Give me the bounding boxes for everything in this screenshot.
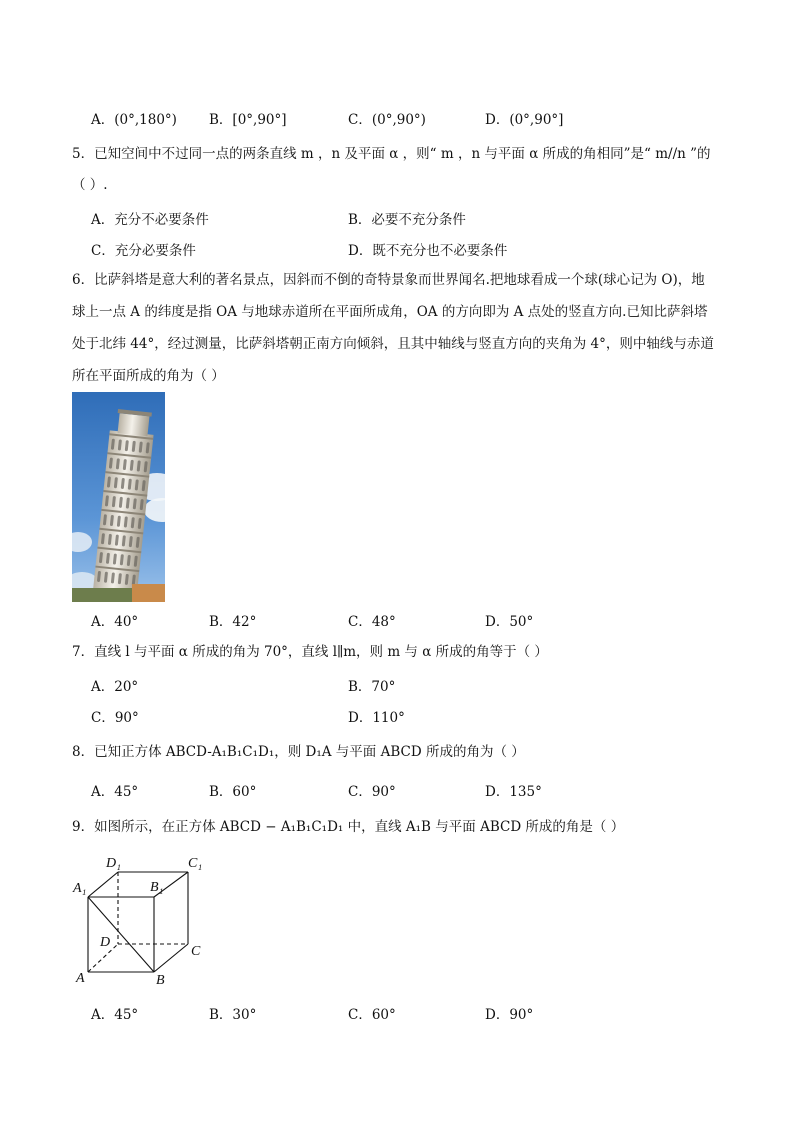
- q9-option-b: B．30°: [209, 1007, 257, 1023]
- q9-option-c: C．60°: [348, 1007, 396, 1023]
- q7-option-b: B．70°: [348, 679, 396, 695]
- q7-stem-line-1: 7．直线 l 与平面 α 所成的角为 70°，直线 l∥m，则 m 与 α 所成的角等于（ ）: [72, 644, 548, 660]
- cube-figure: [70, 850, 220, 990]
- q4-option-b: B．[0°,90°]: [209, 112, 287, 128]
- q5-option-c: C．充分必要条件: [91, 243, 196, 259]
- q9-stem-line-1: 9．如图所示，在正方体 ABCD − A₁B₁C₁D₁ 中，直线 A₁B 与平面 ABCD 所成的角是（ ）: [72, 819, 625, 835]
- q6-stem-line-2: 球上一点 A 的纬度是指 OA 与地球赤道所在平面所成角，OA 的方向即为 A 点处的竖直方向.已知比萨斜塔: [72, 304, 708, 320]
- q6-option-d: D．50°: [485, 614, 534, 630]
- label-b: B: [156, 973, 165, 988]
- label-a: A: [76, 971, 85, 986]
- q5-option-b: B．必要不充分条件: [348, 212, 466, 228]
- q9-option-a: A．45°: [91, 1007, 139, 1023]
- q8-option-d: D．135°: [485, 784, 542, 800]
- segment-a1-b: [88, 897, 154, 972]
- q6-option-a: A．40°: [91, 614, 139, 630]
- edge-b-c: [154, 944, 188, 972]
- q7-option-c: C．90°: [91, 710, 139, 726]
- q4-option-a: A．(0°,180°): [91, 112, 177, 128]
- q6-option-b: B．42°: [209, 614, 257, 630]
- label-c: C: [191, 944, 201, 959]
- q6-option-c: C．48°: [348, 614, 396, 630]
- q6-stem-line-3: 处于北纬 44°，经过测量，比萨斜塔朝正南方向倾斜，且其中轴线与竖直方向的夹角为 4°，则中轴线与赤道: [72, 336, 714, 352]
- q8-option-a: A．45°: [91, 784, 139, 800]
- leaning-tower-photo: [72, 392, 165, 602]
- q4-option-d: D．(0°,90°]: [485, 112, 564, 128]
- q5-stem-line-2: （ ）.: [72, 177, 108, 193]
- q5-stem-line-1: 5．已知空间中不过同一点的两条直线 m ，n 及平面 α ，则“ m ，n 与平面 α 所成的角相同”是“ m//n ”的: [72, 146, 711, 162]
- label-d: D: [100, 935, 111, 950]
- q6-stem-line-4: 所在平面所成的角为（ ）: [72, 368, 225, 384]
- label-a1: A₁: [73, 881, 87, 896]
- q7-option-a: A．20°: [91, 679, 139, 695]
- q8-option-b: B．60°: [209, 784, 257, 800]
- q5-option-a: A．充分不必要条件: [91, 212, 209, 228]
- q9-option-d: D．90°: [485, 1007, 534, 1023]
- edge-a1-d1: [88, 872, 118, 897]
- q4-option-c: C．(0°,90°): [348, 112, 426, 128]
- q8-stem-line-1: 8．已知正方体 ABCD-A₁B₁C₁D₁，则 D₁A 与平面 ABCD 所成的角为（ ）: [72, 744, 525, 760]
- label-d1: D₁: [106, 856, 121, 871]
- q8-option-c: C．90°: [348, 784, 396, 800]
- q5-option-d: D．既不充分也不必要条件: [348, 243, 508, 259]
- q6-stem-line-1: 6．比萨斜塔是意大利的著名景点，因斜而不倒的奇特景象而世界闻名.把地球看成一个球(球心记为 O)，地: [72, 272, 705, 288]
- q7-option-d: D．110°: [348, 710, 405, 726]
- label-b1: B₁: [150, 880, 164, 895]
- label-c1: C₁: [188, 856, 203, 871]
